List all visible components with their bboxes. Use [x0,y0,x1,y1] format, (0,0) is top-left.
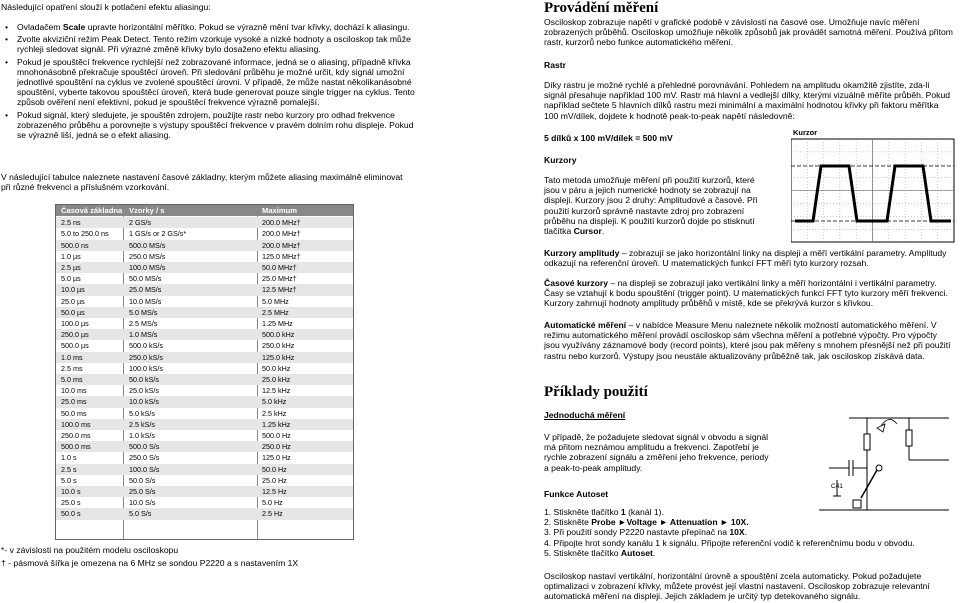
table-cell: Vzorky / s [129,206,165,215]
autoset-step: 3. Při použití sondy P2220 nastavte přepínač na 10X. [544,527,748,538]
table-cell: 5.0 µs [61,274,81,284]
table-row [56,408,353,419]
table-cell: 1 GS/s or 2 GS/s* [129,229,187,239]
table-cell: 500.0 MS/s [129,240,166,250]
cursor-graticule-figure [791,126,955,244]
table-row [56,296,353,307]
table-cell: 250.0 MS/s [129,251,166,261]
table-row [56,486,353,497]
table-row [56,363,353,374]
table-cell: 1.0 µs [61,251,81,261]
table-cell: 5.0 to 250.0 ns [61,229,109,239]
table-cell: 10.0 ms [61,386,87,396]
table-cell: 500.0 µs [61,341,89,351]
time-cursors: Časové kurzory – na displeji se zobrazují jako vertikální linky a měří horizontální i vertikální parametry. Časy se vztahují k bodu spouštění (trigger point). U matematických funkcí FFT tyto kurzory měří frekvenci. Kurzory zahrnují hodnoty amplitudy průběhů v místě, kde se překrývá kurzor s křivkou. [544,278,948,309]
table-cell: 2.5 kS/s [129,419,155,429]
footnote-model: *- v závislosti na použitém modelu osciloskopu [1,545,179,555]
table-cell: 1.0 kS/s [129,431,155,440]
table-cell: 5.0 s [61,475,77,485]
table-cell: 100.0 µs [61,319,89,328]
table-cell: 125.0 MHz† [262,251,301,261]
table-row [56,419,353,430]
table-cell: 25.0 MS/s [129,285,162,295]
table-cell: 1.0 ms [61,352,83,362]
table-cell: 2.5 µs [61,263,81,272]
rastr-text: Díky rastru je možné rychlé a přehledné porovnávání. Pohledem na amplitudu okamžitě zjistíte, zda-li signál přesahuje například 100 mV. Rastr má hlavní a vedlejší dílky, kterými vizuálně měříte průběh. Pokud například sečtete 5 hlavních dílků rastru mezi minimální a maximální hodnotou křivky při faktoru měřítka 100 mV/dílek, dojdete k hodnotě peak-to-peak napětí následovně: [544,80,951,121]
table-cell: 1.0 s [61,453,77,463]
bullet-item: • Pokud je spouštěcí frekvence rychlejší než zobrazované informace, jedná se o aliasing, případně křivka mnohonásobně překračuje spouštěcí úroveň. Při sledování průběhu je možné určit, kdy signál umožní jednotlivé spouštění na cyklus ve zvolené spouštěcí úrovni. V případě, že může nastat několikanásobné spouštění, vyberte takovou spouštěcí úroveň, která bude generovat pouze single trigger na cyklus. Tento způsob ověření není efektivní, pokud je spouštěcí frekvence výrazně pomalejší. [0,57,418,108]
table-cell: 1.0 MS/s [129,330,158,340]
table-cell: 2.5 MHz [262,307,289,317]
table-cell: 2.5 ns [61,218,81,228]
table-cell: 25.0 S/s [129,487,156,496]
table-row [56,497,353,508]
bullet-item: • Zvolte akviziční režim Peak Detect. Tento režim vzorkuje vysoké a nízké hodnoty a osciloskop tak může rychleji sledovat signál. Při výrazné změně křivky bylo dosaženo efektu aliasing. [0,34,418,54]
table-cell: 200.0 MHz† [262,218,301,228]
table-cell: 250.0 µs [61,330,89,340]
autoset-step: 4. Připojte hrot sondy kanálu 1 k signálu. Připojte referenční vodič k referenčnímu bodu v obvodu. [544,537,915,548]
table-cell: 25.0 Hz [262,475,287,485]
bullet-item: • Pokud signál, který sledujete, je spouštěn zdrojem, použijte rastr nebo kurzory pro odhad frekvence zobrazeného průběhu a porovnejte s výstupy spouštěcí frekvence v pravém dolním rohu displeje. Pokud se výrazně liší, jedná se o efekt aliasing. [0,110,418,141]
table-cell: 200.0 MHz† [262,240,301,250]
autoset-step: 2. Stiskněte Probe ►Voltage ► Attenuation ► 10X. [544,517,749,528]
automatic-measurement: Automatické měření – v nabídce Measure Menu naleznete několik možností automatického měření. V režimu automatického měření provádí osciloskop sám všechna měření a potřebné výpočty. Pro výpočty jsou využívány záznamové body (record points), které jsou pak měřeny s mnohem přesnější než při použití rastru nebo kurzorů. Výstupy jsou neustále aktualizovány průběžně tak, jak osciloskop získává data. [544,320,951,361]
table-cell: 100.0 MS/s [129,263,166,272]
table-cell: 25.0 ms [61,397,87,407]
heading-measurement: Provádění měření [544,0,659,16]
table-cell: 100.0 ms [61,419,91,429]
heading-autoset: Funkce Autoset [544,489,609,499]
table-row [56,262,353,273]
table-cell: 250.0 kS/s [129,352,163,362]
heading-simple-measurement: Jednoduchá měření [544,410,626,420]
table-cell: 500.0 ns [61,240,89,250]
heading-kurzory: Kurzory [544,155,577,165]
table-row [56,385,353,396]
kurzory-text: Tato metoda umožňuje měření při použití kurzorů, které jsou v páru a jejich numerické hodnoty se zobrazují na displeji. Kurzory jsou 2 druhy: Amplitudové a časové. Při použití kurzorů správně nastavte zdroj pro zobrazení průběhu na displeji. K použití kurzorů dojde po stisknutí tlačítka Cursor. [544,175,758,237]
table-cell: 5.0 MHz [262,296,289,306]
table-row [56,240,353,251]
table-cell: 2.5 s [61,464,77,474]
table-cell: 125.0 Hz [262,453,291,463]
table-row [56,374,353,385]
table-cell: 2 GS/s [129,218,151,228]
cursor-button-label: Cursor [573,226,602,237]
table-row [56,396,353,407]
simple-measurement-text: V případě, že požadujete sledovat signál v obvodu a signál má přitom neznámou amplitudu a frekvenci. Zapotřebí je rychle zobrazení signálu a změření jeho frekvence, periody a peak-to-peak amplitudy. [544,432,769,473]
table-row [56,452,353,463]
table-cell: 1.25 kHz [262,419,291,429]
table-cell: 25.0 kHz [262,375,291,384]
autoset-step: 1. Stiskněte tlačítko 1 (kanál 1). [544,507,664,517]
table-header-row [56,205,353,216]
table-cell: 125.0 kHz [262,352,295,362]
table-intro: V následující tabulce naleznete nastavení časové základny, kterým můžete aliasing maximálně eliminovat při různé frekvenci a příslušném vzorkování. [1,172,403,193]
table-cell: 50.0 ms [61,408,87,418]
kurzor-label: Kurzor [793,128,818,137]
table-row [56,284,353,295]
table-cell: 25.0 kS/s [129,386,159,396]
table-row [56,307,353,318]
table-cell: 5.0 kHz [262,397,287,407]
table-cell: 50.0 MHz† [262,263,297,272]
table-cell: 5.0 MS/s [129,307,158,317]
table-cell: 12.5 MHz† [262,285,297,295]
table-cell: 100.0 kS/s [129,363,163,373]
autoset-step: 5. Stiskněte tlačítko Autoset. [544,547,656,558]
table-cell: 100.0 S/s [129,464,160,474]
table-cell: 10.0 S/s [129,498,156,508]
table-cell: 50.0 s [61,509,81,519]
table-cell: 500.0 S/s [129,442,160,452]
table-cell: 50.0 kS/s [129,375,159,384]
table-cell: 25.0 MHz† [262,274,297,284]
table-row [56,228,353,239]
table-cell: 2.5 Hz [262,509,283,519]
table-cell: 5.0 ms [61,375,83,384]
table-cell: 10.0 µs [61,285,85,295]
table-cell: 2.5 kHz [262,408,287,418]
table-cell: 2.5 MS/s [129,319,158,328]
table-row [56,329,353,340]
table-cell: 250.0 ms [61,431,91,440]
table-cell: 50.0 µs [61,307,85,317]
table-row [56,217,353,228]
table-cell: 50.0 S/s [129,475,156,485]
table-cell: 500.0 kHz [262,330,295,340]
table-row [56,508,353,519]
table-cell: 50.0 Hz [262,464,287,474]
table-cell: 25.0 s [61,498,81,508]
table-cell: 5.0 kS/s [129,408,155,418]
table-cell: 500.0 kS/s [129,341,163,351]
heading-examples: Příklady použití [544,384,648,400]
table-cell: 10.0 MS/s [129,296,162,306]
table-row [56,318,353,329]
autoset-steps [544,507,954,558]
table-cell: 12.5 kHz [262,386,291,396]
amplitude-cursors: Kurzory amplitudy – zobrazují se jako horizontální linky na displeji a měří vertikální parametry. Amplitudy odkazují na referenční úroveň. U matematických funkcí FFT měří tyto kurzory rozsah. [544,248,947,269]
table-row [56,464,353,475]
table-cell: 500.0 Hz [262,431,291,440]
table-cell: Časová základna [61,206,123,215]
autoset-result-text: Osciloskop nastaví vertikální, horizontální úrovně a spouštění zcela automaticky. Pokud požadujete optimalizaci v zobrazení křivky, můžete provést její vlastní nastavení. Osciloskop zobrazuje relevantní automatická měření na displeji. Jejich základem je určitý typ detekovaného signálu. [544,571,930,602]
table-cell: 5.0 Hz [262,498,283,508]
table-row [56,430,353,441]
table-cell: 250.0 S/s [129,453,160,463]
table-row [56,251,353,262]
table-cell: 200.0 MHz† [262,229,301,239]
table-row [56,352,353,363]
table-cell: 50.0 kHz [262,363,291,373]
table-cell: 5.0 S/s [129,509,152,519]
table-cell: Maximum [262,206,298,215]
table-cell: 2.5 ms [61,363,83,373]
table-cell: 12.5 Hz [262,487,287,496]
table-cell: 50.0 MS/s [129,274,162,284]
timebase-table [55,204,354,540]
table-row [56,340,353,351]
table-cell: 250.0 Hz [262,442,291,452]
table-cell: 10.0 kS/s [129,397,159,407]
table-cell: 10.0 s [61,487,81,496]
table-row [56,441,353,452]
footnote-bandwidth: † - pásmová šířka je omezena na 6 MHz se sondou P2220 a s nastavením 1X [1,558,299,568]
table-cell: 25.0 µs [61,296,85,306]
circuit-label: C41 [831,483,843,490]
table-cell: 250.0 kHz [262,341,295,351]
table-cell: 500.0 ms [61,442,91,452]
intro-text: Následující opatření slouží k potlačení efektu aliasingu: [1,2,211,12]
formula: 5 dílků x 100 mV/dílek = 500 mV [544,133,673,143]
table-row [56,475,353,486]
bullet-list [0,22,418,140]
measure-intro: Osciloskop zobrazuje napětí v grafické podobě v závislosti na časové ose. Umožňuje navíc měření zobrazených průběhů. Osciloskop umožňuje několik způsobů jak provádět samotná měření. Používá přitom rastr, kurzorů nebo funkce automatického měření. [544,17,953,48]
table-cell: 1.25 MHz [262,319,293,328]
bullet-item: • Ovladačem Scale upravte horizontální měřítko. Pokud se výrazně mění tvar křivky, dochází k aliasingu. [0,22,418,32]
table-row [56,273,353,284]
heading-rastr: Rastr [544,60,566,70]
